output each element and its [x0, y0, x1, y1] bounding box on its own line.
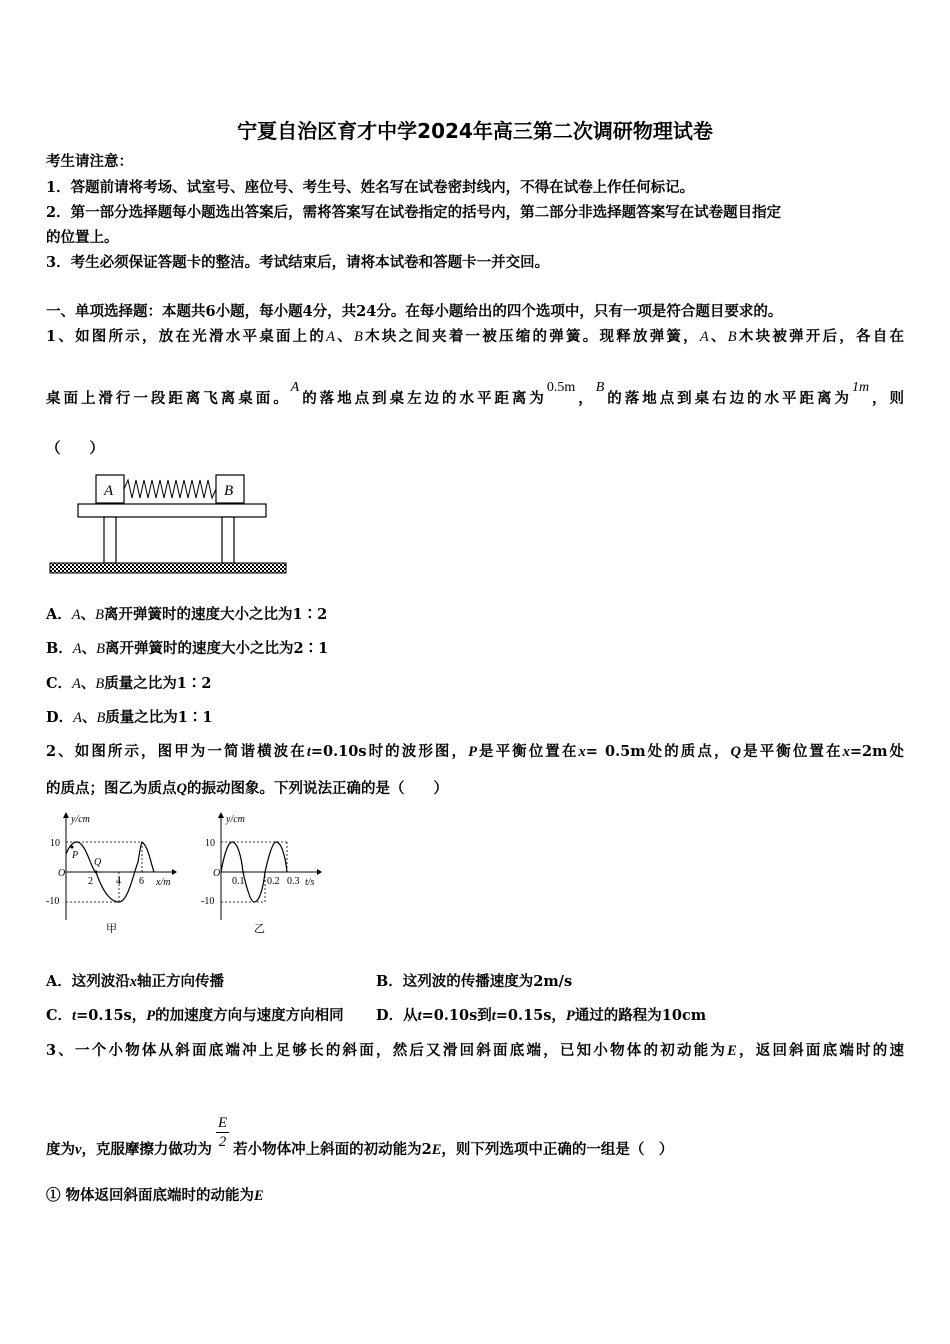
yi-tick-03: 0.3 [287, 876, 300, 887]
q2-option-d[interactable]: D．从t=0.10s到t=0.15s，P通过的路程为10cm [376, 1007, 707, 1024]
table-leg-right [222, 517, 234, 563]
yi-caption: 乙 [254, 923, 265, 935]
yi-y-pos: 10 [205, 838, 215, 849]
yi-axis-x: t/s [305, 877, 315, 888]
jia-y-pos: 10 [50, 838, 60, 849]
yi-origin: O [213, 868, 221, 879]
jia-point-p: P [72, 850, 79, 861]
jia-axis-y: y/cm [71, 814, 90, 825]
jia-y-neg: -10 [46, 896, 60, 907]
yi-axis-y: y/cm [226, 814, 245, 825]
q2-option-c[interactable]: C．t=0.15s，P的加速度方向与速度方向相同 [46, 1007, 344, 1024]
q2-line2: 的质点；图乙为质点Q的振动图象。下列说法正确的是（ ） [46, 780, 448, 797]
jia-tick-2: 2 [88, 876, 93, 887]
notice-item-2-cont: 的位置上。 [46, 229, 119, 246]
q1-bracket: （ ） [46, 440, 104, 457]
yi-tick-01: 0.1 [232, 876, 245, 887]
q1-figure [46, 470, 291, 580]
q2-figure-yi [195, 810, 330, 940]
yi-tick-02: 0.2 [267, 876, 280, 887]
yi-y-neg: -10 [201, 896, 215, 907]
q1-line2: 桌面上滑行一段距离飞离桌面。A的落地点到桌左边的水平距离为0.5m，B的落地点到桌右边的水平距离为1m，则 [46, 380, 905, 407]
ground [50, 563, 286, 573]
q1-option-b[interactable]: B．A、B离开弹簧时的速度大小之比为2∶1 [46, 640, 329, 657]
jia-point-q: Q [94, 857, 102, 868]
q2-figure-jia [44, 810, 179, 940]
jia-tick-4: 4 [116, 876, 121, 887]
jia-origin: O [58, 868, 66, 879]
section-heading: 一、单项选择题：本题共6小题，每小题4分，共24分。在每小题给出的四个选项中，只有一项是符合题目要求的。 [46, 303, 783, 320]
jia-axis-x: x/m [156, 877, 171, 888]
q2-line1: 2、如图所示，图甲为一简谐横波在t=0.10s时的波形图，P是平衡位置在x= 0.5m处的质点，Q是平衡位置在x=2m处 [46, 743, 904, 760]
spring [124, 480, 216, 498]
page-title: 宁夏自治区育才中学2024年高三第二次调研物理试卷 [237, 119, 713, 143]
notice-item-3: 3．考生必须保证答题卡的整洁。考试结束后，请将本试卷和答题卡一并交回。 [46, 254, 550, 271]
block-b-label: B [224, 483, 234, 499]
table-top [78, 504, 266, 517]
jia-tick-6: 6 [139, 876, 144, 887]
table-leg-left [104, 517, 116, 563]
q2-option-a[interactable]: A．这列波沿x轴正方向传播 [46, 973, 224, 990]
notice-item-2: 2．第一部分选择题每小题选出答案后，需将答案写在试卷指定的括号内，第二部分非选择题答案写在试卷题目指定 [46, 204, 782, 221]
block-a-label: A [104, 483, 114, 499]
q2-option-b[interactable]: B．这列波的传播速度为2m/s [376, 973, 573, 990]
notice-heading: 考生请注意： [46, 153, 133, 170]
q3-line1: 3、一个小物体从斜面底端冲上足够长的斜面，然后又滑回斜面底端，已知小物体的初动能为E，返回斜面底端时的速 [46, 1042, 904, 1059]
notice-item-1: 1．答题前请将考场、试室号、座位号、考生号、姓名写在试卷密封线内，不得在试卷上作任何标记。 [46, 179, 695, 196]
q1-option-d[interactable]: D．A、B质量之比为1∶1 [46, 709, 213, 726]
jia-caption: 甲 [106, 923, 117, 935]
q3-item-1: ① 物体返回斜面底端时的动能为E [46, 1187, 264, 1204]
q1-option-a[interactable]: A．A、B离开弹簧时的速度大小之比为1∶2 [46, 606, 328, 623]
q1-option-c[interactable]: C．A、B质量之比为1∶2 [46, 675, 212, 692]
q3-line2: 度为v，克服摩擦力做功为 $\frac{E}{2}$ 若小物体冲上斜面的初动能为2E，则下列选项中正确的一组是（ ） [46, 1115, 674, 1158]
q1-line1: 1、如图所示，放在光滑水平桌面上的A、B木块之间夹着一被压缩的弹簧。现释放弹簧，A、B木块被弹开后，各自在 [46, 328, 905, 345]
q3-fraction: $\frac{E}{2}$ [217, 1115, 228, 1150]
